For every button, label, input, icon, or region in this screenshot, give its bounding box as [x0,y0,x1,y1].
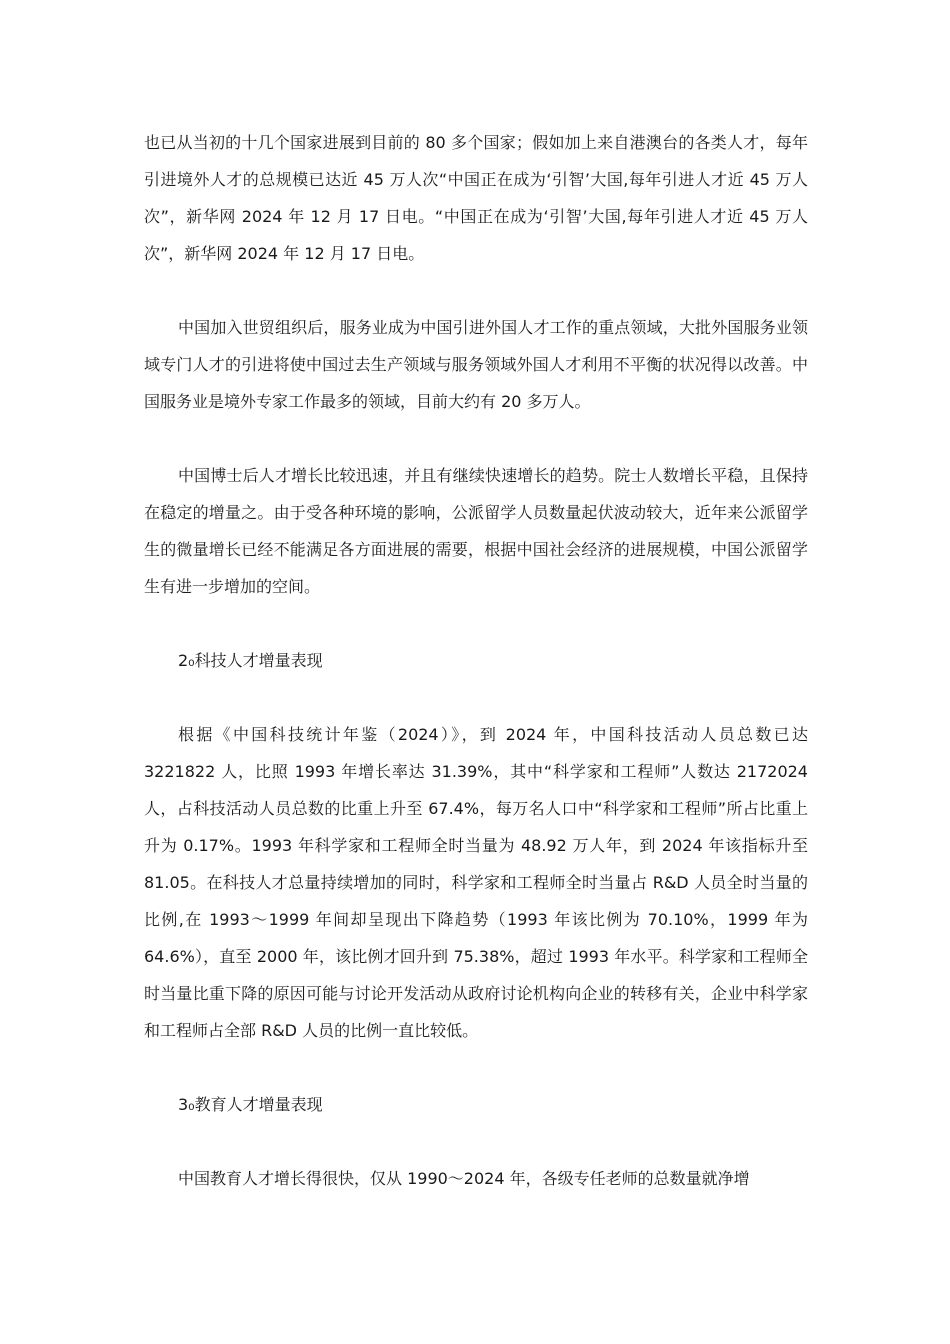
paragraph-education-growth: 中国教育人才增长得很快，仅从 1990～2024 年，各级专任老师的总数量就净增 [178,1169,750,1188]
paragraph-gap [144,1049,808,1086]
document-page [144,124,808,1197]
section-heading-education-talent: 3₀教育人才增量表现 [178,1095,323,1114]
paragraph-tech-statistics: 根据《中国科技统计年鉴（2024）》，到 2024 年，中国科技活动人员总数已达 3221822 人，比照 1993 年增长率达 31.39%，其中“科学家和工程师”人数达 2172024 人，占科技活动人员总数的比重上升至 67.4%，每万名人口中“科学家和工程师”所占比重上升为 0.17%。1993 年科学家和工程师全时当量为 48.92 万人年，到 2024 年该指标升至 81.05。在科技人才总量持续增加的同时，科学家和工程师全时当量占 R&D 人员全时当量的比例,在 1993～1999 年间却呈现出下降趋势（1993 年该比例为 70.10%，1999 年为 64.6%），直至 2000 年，该比例才回升到 75.38%，超过 1993 年水平。科学家和工程师全时当量比重下降的原因可能与讨论开发活动从政府讨论机构向企业的转移有关，企业中科学家和工程师占全部 R&D 人员的比例一直比较低。 [144,725,808,1040]
paragraph-gap [144,1123,808,1160]
paragraph-gap [144,679,808,716]
paragraph-service-industry: 中国加入世贸组织后，服务业成为中国引进外国人才工作的重点领域，大批外国服务业领域专门人才的引进将使中国过去生产领域与服务领域外国人才利用不平衡的状况得以改善。中国服务业是境外专家工作最多的领域，目前大约有 20 多万人。 [144,318,808,411]
section-heading-tech-talent: 2₀科技人才增量表现 [178,651,323,670]
paragraph-gap [144,605,808,642]
paragraph-gap [144,420,808,457]
paragraph-gap [144,272,808,309]
paragraph-postdoc-growth: 中国博士后人才增长比较迅速，并且有继续快速增长的趋势。院士人数增长平稳，且保持在稳定的增量之。由于受各种环境的影响，公派留学人员数量起伏波动较大，近年来公派留学生的微量增长已经不能满足各方面进展的需要，根据中国社会经济的进展规模，中国公派留学生有进一步增加的空间。 [144,466,808,596]
paragraph-intl-talent-scale: 也已从当初的十几个国家进展到目前的 80 多个国家；假如加上来自港澳台的各类人才，每年引进境外人才的总规模已达近 45 万人次“中国正在成为‘引智’大国,每年引进人才近 45 万人次”，新华网 2024 年 12 月 17 日电。“中国正在成为‘引智’大国,每年引进人才近 45 万人次”，新华网 2024 年 12 月 17 日电。 [144,133,808,263]
